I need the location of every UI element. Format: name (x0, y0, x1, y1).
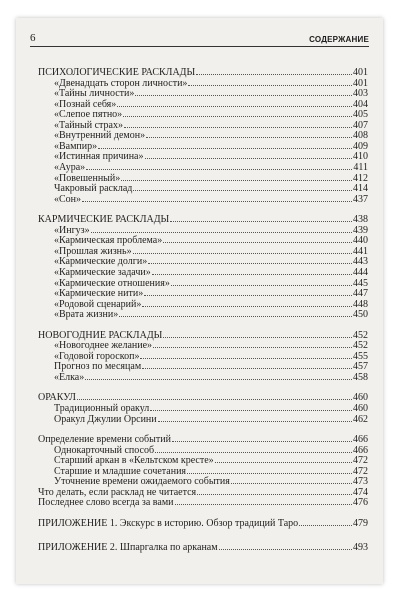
toc-page-number: 472 (353, 465, 368, 477)
toc-page-number: 452 (353, 340, 368, 352)
toc-entry-title: ПРИЛОЖЕНИЕ 2. Шпаргалка по арканам (38, 541, 218, 553)
toc-entry-title: «Новогоднее желание» (54, 340, 153, 352)
toc-page-number: 438 (353, 214, 368, 226)
toc-entry-title: ОРАКУЛ (38, 392, 76, 404)
toc-entry[interactable] (54, 150, 368, 161)
toc-page-number: 441 (353, 245, 368, 257)
dot-leader (121, 172, 352, 181)
toc-entry[interactable] (54, 129, 368, 140)
dot-leader (133, 182, 352, 191)
dot-leader (146, 129, 352, 138)
toc-page-number: 473 (353, 476, 368, 488)
toc-page-number: 476 (353, 497, 368, 509)
toc-page-number: 474 (353, 486, 368, 498)
dot-leader (196, 66, 352, 75)
toc-entry-title: «Кармическая проблема» (54, 235, 163, 247)
toc-entry[interactable] (54, 339, 368, 350)
dot-leader (124, 119, 352, 128)
toc-page-number: 452 (353, 329, 368, 341)
toc-entry[interactable] (54, 193, 368, 204)
toc-entry-title: «Повешенный» (54, 172, 121, 184)
toc-page-number: 466 (353, 444, 368, 456)
toc-entry[interactable] (38, 496, 368, 507)
toc-entry-title: «Аура» (54, 161, 86, 173)
toc-entry[interactable] (54, 287, 368, 298)
toc-entry[interactable] (54, 224, 368, 235)
dot-leader (135, 87, 352, 96)
dot-leader (117, 98, 352, 107)
dot-leader (148, 255, 352, 264)
toc-entry[interactable] (54, 360, 368, 371)
toc-section-heading[interactable] (38, 66, 368, 77)
toc-entry[interactable] (54, 108, 368, 119)
toc-page-number: 411 (353, 161, 368, 173)
toc-entry[interactable] (54, 465, 368, 476)
toc-page-number: 407 (353, 119, 368, 131)
toc-entry[interactable] (54, 413, 368, 424)
dot-leader (77, 391, 352, 400)
toc-entry-title: «Прошлая жизнь» (54, 245, 132, 257)
dot-leader (144, 287, 352, 296)
toc-entry-title: «Истинная причина» (54, 151, 144, 163)
toc-entry[interactable] (54, 245, 368, 256)
toc-page-number: 414 (353, 183, 368, 194)
toc-page-number: 466 (353, 434, 368, 446)
dot-leader (188, 77, 352, 86)
toc-appendix[interactable] (38, 517, 368, 528)
toc-entry-title: «Елка» (54, 371, 85, 383)
dot-leader (119, 308, 352, 317)
toc-entry-title: «Кармические долги» (54, 256, 148, 268)
dot-leader (140, 350, 352, 359)
toc-entry-title: «Тайный страх» (54, 119, 123, 131)
toc-entry[interactable] (54, 140, 368, 151)
toc-entry-title: Что делать, если расклад не читается (38, 486, 197, 498)
dot-leader (142, 298, 352, 307)
dot-leader (150, 402, 352, 411)
dot-leader (187, 465, 352, 474)
toc-entry-title: «Родовой сценарий» (54, 298, 142, 310)
toc-entry-title: Прогноз по месяцам (54, 361, 142, 373)
dot-leader (231, 475, 352, 484)
toc-page-number: 405 (353, 109, 368, 121)
toc-entry-title: «Сон» (54, 193, 82, 205)
toc-entry-title: Последнее слово всегда за вами (38, 497, 174, 509)
toc-entry-title: «Тайны личности» (54, 88, 135, 100)
dot-leader (171, 277, 352, 286)
dot-leader (163, 329, 352, 338)
dot-leader (152, 266, 352, 275)
toc-page-number: 460 (353, 403, 368, 414)
toc-entry-title: Старший аркан в «Кельтском кресте» (54, 455, 214, 467)
toc-entry[interactable] (54, 371, 368, 382)
toc-entry[interactable] (54, 277, 368, 288)
toc-entry-title: «Двенадцать сторон личности» (54, 77, 188, 89)
dot-leader (153, 339, 352, 348)
toc-page-number: 408 (353, 130, 368, 142)
toc-section-heading[interactable] (38, 391, 368, 402)
toc-page-number: 445 (353, 277, 368, 289)
toc-page-number: 460 (353, 392, 368, 404)
toc-entry[interactable] (54, 444, 368, 455)
toc-entry[interactable] (54, 77, 368, 88)
toc-entry[interactable] (54, 350, 368, 361)
dot-leader (91, 224, 352, 233)
toc-entry[interactable] (54, 402, 368, 413)
page-number: 6 (30, 32, 36, 44)
toc-entry-title: КАРМИЧЕСКИЕ РАСКЛАДЫ (38, 214, 170, 226)
toc-entry[interactable] (54, 161, 368, 172)
toc-page-number: 412 (353, 172, 368, 184)
dot-leader (142, 360, 352, 369)
toc-entry[interactable] (54, 119, 368, 130)
toc-entry[interactable] (54, 182, 368, 193)
toc-page-number: 410 (353, 151, 368, 163)
dot-leader (86, 161, 352, 170)
toc-entry-title: Однокарточный способ (54, 444, 155, 456)
dot-leader (170, 213, 352, 222)
toc-entry-title: «Познай себя» (54, 98, 117, 110)
toc-entry[interactable] (54, 255, 368, 266)
toc-entry[interactable] (54, 475, 368, 486)
toc-page-number: 457 (353, 361, 368, 373)
toc-entry[interactable] (54, 308, 368, 319)
toc-entry-title: ПРИЛОЖЕНИЕ 1. Экскурс в историю. Обзор традиций Таро (38, 517, 299, 529)
dot-leader (123, 108, 352, 117)
toc-appendix[interactable] (38, 541, 368, 552)
toc-page-number: 401 (353, 77, 368, 89)
toc-section-heading[interactable] (38, 329, 368, 340)
dot-leader (215, 454, 352, 463)
toc-page-number: 401 (353, 67, 368, 78)
toc-page-number: 440 (353, 235, 368, 247)
dot-leader (197, 486, 352, 495)
toc-page-number: 404 (353, 98, 368, 110)
toc-page-number: 462 (353, 413, 368, 425)
toc-entry[interactable] (38, 486, 368, 497)
toc-entry-title: «Кармические нити» (54, 288, 144, 299)
dot-leader (163, 234, 352, 243)
toc-entry-title: «Слепое пятно» (54, 109, 123, 121)
toc-page-number: 443 (353, 256, 368, 268)
toc-entry[interactable] (54, 298, 368, 309)
toc-page-number: 437 (353, 193, 368, 205)
toc-entry[interactable] (54, 87, 368, 98)
toc-section-heading[interactable] (38, 213, 368, 224)
dot-leader (172, 433, 352, 442)
dot-leader (219, 541, 352, 550)
toc-page-number: 455 (353, 350, 368, 362)
header-title: СОДЕРЖАНИЕ (309, 35, 369, 44)
dot-leader (158, 413, 352, 422)
toc-entry-title: Уточнение времени ожидаемого события (54, 476, 230, 488)
toc-entry-title: Оракул Джулии Орсини (54, 413, 157, 425)
toc-entry-title: Традиционный оракул (54, 403, 150, 414)
toc-entry-title: «Годовой гороскоп» (54, 350, 140, 362)
toc-page-number: 450 (353, 309, 368, 321)
toc-entry-title: Старшие и младшие сочетания (54, 465, 187, 477)
toc-entry[interactable] (54, 172, 368, 183)
toc-entry-title: «Кармические задачи» (54, 266, 151, 278)
toc-entry-title: «Врата жизни» (54, 309, 119, 321)
dot-leader (85, 371, 352, 380)
toc-entry-title: «Кармические отношения» (54, 277, 170, 289)
toc-page-number: 479 (353, 517, 368, 529)
dot-leader (299, 517, 352, 526)
toc-page-number: 447 (353, 288, 368, 299)
dot-leader (98, 140, 352, 149)
toc-page-number: 409 (353, 140, 368, 152)
dot-leader (133, 245, 352, 254)
toc-entry[interactable] (54, 98, 368, 109)
toc-page-number: 458 (353, 371, 368, 383)
toc-entry-title: НОВОГОДНИЕ РАСКЛАДЫ (38, 329, 163, 341)
toc-page-number: 439 (353, 224, 368, 236)
dot-leader (175, 496, 353, 505)
toc-section-heading[interactable] (38, 433, 368, 444)
book-page (16, 18, 383, 584)
toc-entry-title: «Внутренний демон» (54, 130, 146, 142)
dot-leader (82, 193, 352, 202)
dot-leader (155, 444, 352, 453)
page-header (30, 28, 369, 47)
toc-entry-title: ПСИХОЛОГИЧЕСКИЕ РАСКЛАДЫ (38, 67, 196, 78)
toc-page-number: 444 (353, 266, 368, 278)
toc-page-number: 472 (353, 455, 368, 467)
toc-entry[interactable] (54, 454, 368, 465)
toc-page-number: 403 (353, 88, 368, 100)
toc-entry-title: Определение времени событий (38, 434, 171, 446)
toc-page-number: 448 (353, 298, 368, 310)
toc-entry-title: «Ингуз» (54, 224, 90, 236)
toc-entry[interactable] (54, 234, 368, 245)
toc-entry-title: «Вампир» (54, 140, 98, 152)
toc-entry-title: Чакровый расклад (54, 183, 133, 194)
toc-page-number: 493 (353, 541, 368, 553)
dot-leader (145, 150, 353, 159)
toc-entry[interactable] (54, 266, 368, 277)
